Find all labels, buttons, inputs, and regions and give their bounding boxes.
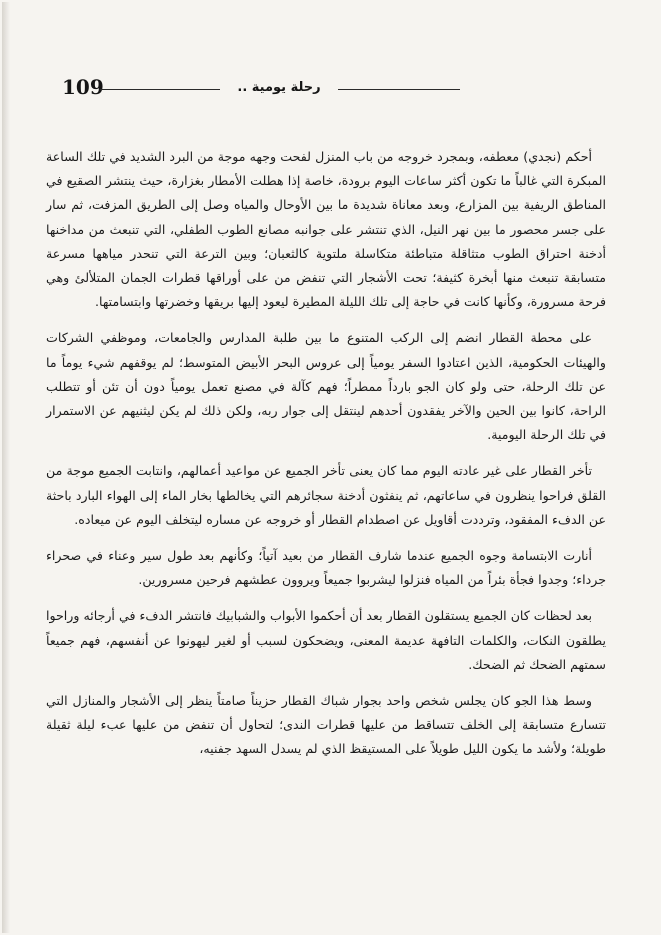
paragraph: وسط هذا الجو كان يجلس شخص واحد بجوار شباك القطار حزيناً صامتاً ينظر إلى الأشجار والمنازل التي تتسارع متسابقة إلى الخلف تتساقط من عليها قطرات الندى؛ لتحاول أن تنفض من عليها عبء ليلة ثقيلة طويلة؛ ولأشد ما يكون الليل طويلاً على المستيقظ الذي لم يسدل السهد جفنيه، [46,693,606,757]
paragraph: أنارت الابتسامة وجوه الجميع عندما شارف القطار من بعيد آتياً؛ وكأنهم بعد طول سير وعناء في صحراء جرداء؛ وجدوا فجأة بئراً من المياه فنزلوا ليشربوا جميعاً ويروون عطشهم فرحين مسرورين. [46,548,606,588]
paragraph: على محطة القطار انضم إلى الركب المتنوع ما بين طلبة المدارس والجامعات، وموظفي الشركات والهيئات الحكومية، الذين اعتادوا السفر يومياً إلى عروس البحر الأبيض المتوسط؛ لم يوقفهم شيء يوماً ما عن تلك الرحلة، حتى ولو كان الجو بارداً ممطراً؛ فهم كآلة في مصنع تعمل يومياً دون أن تئن أو تتطلب الراحة، كانوا بين الحين والآخر يفقدون أحدهم لينتقل إلى جوار ربه، ولكن ذلك لم يكن ليثنيهم عن الاستمرار في تلك الرحلة اليومية. [46,330,606,443]
book-title: رحلة يومية .. [220,79,338,97]
running-header [62,76,602,100]
paragraph: تأخر القطار على غير عادته اليوم مما كان يعنى تأخر الجميع عن مواعيد أعمالهم، وانتابت الجميع موجة من القلق فراحوا ينظرون في ساعاتهم، ثم ينفثون أدخنة سجائرهم التي يخالطها بخار الماء إلى الهواء البارد باحثة عن الدفء المفقود، وترددت أقاويل عن اصطدام القطار أو خروجه عن مساره ليتخلف اليوم عن ميعاده. [46,463,606,527]
page-gutter-shadow [2,2,10,933]
paragraph: بعد لحظات كان الجميع يستقلون القطار بعد أن أحكموا الأبواب والشبابيك فانتشر الدفء في أرجائه وراحوا يطلقون النكات، والكلمات التافهة عديمة المعنى، ويضحكون لسبب أو لغير ليهونوا عن أنفسهم، فهم جميعاً سمتهم الضحك ثم الضحك. [46,608,606,672]
body-text [46,145,606,774]
page-number: 109 [62,75,104,99]
paragraph: أحكم (نجدي) معطفه، وبمجرد خروجه من باب المنزل لفحت وجهه موجة من البرد الشديد في تلك الساعة المبكرة التي غالباً ما تكون أكثر ساعات اليوم برودة، خاصة إذا هطلت الأمطار بغزارة، حيث ينتشر الصقيع في المناطق الريفية بين المزارع، وبعد معاناة شديدة ما بين الأوحال والمياه وصل إلى الطريق المزفت، ثم سار على جسر محصور ما بين نهر النيل، الذي تنتشر على جوانبه مصانع الطوب الطفلي، التي تنبعث من مداخنها أدخنة احتراق الطوب متثاقلة متباطئة متكاسلة ملتوية كالثعبان؛ وبين الترعة التي تنحدر مياهها مسرعة متسابقة تنبعث منها أبخرة كثيفة؛ تحت الأشجار التي تنفض من على أوراقها قطرات الجمان المتلألئ وهي فرحة مسرورة، وكأنها كانت في حاجة إلى تلك الليلة المطيرة ليعود إليها بريقها وخضرتها وابتسامتها. [46,149,606,310]
